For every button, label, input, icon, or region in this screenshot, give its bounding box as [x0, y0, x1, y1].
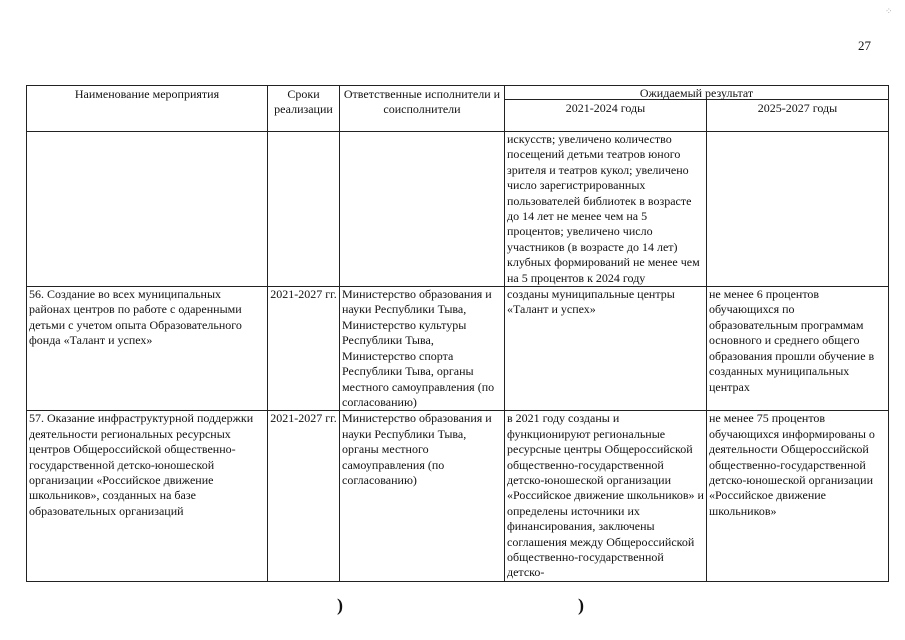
page-number: 27 — [858, 38, 871, 53]
row57-result-2021-2024: в 2021 году созданы и функционируют региональные ресурсные центры Общероссийской общественно-государственной детско-юношеской организации «Российское движение школьников» и определены источники их финансирования, заключены соглашения между Общероссийской общественно-государственной детско- — [505, 411, 707, 581]
row57-result-2025-2027: не менее 75 процентов обучающихся информированы о деятельности Общероссийской общественно-государственной детско-юношеской организации «Российское движение школьников» — [707, 411, 889, 581]
header-period-2025-2027: 2025-2027 годы — [707, 100, 889, 132]
row57-executors: Министерство образования и науки Республики Тыва, органы местного самоуправления (по согласованию) — [340, 411, 505, 581]
table-row-56 — [27, 287, 889, 411]
table-row-57 — [27, 411, 889, 581]
header-name: Наименование мероприятия — [27, 86, 268, 132]
header-period-2021-2024: 2021-2024 годы — [505, 100, 707, 132]
scan-artifact-left: ) — [337, 595, 343, 615]
row56-terms: 2021-2027 гг. — [268, 287, 340, 411]
header-executors: Ответственные исполнители и соисполнители — [340, 86, 505, 132]
row57-terms: 2021-2027 гг. — [268, 411, 340, 581]
row56-result-2021-2024: созданы муниципальные центры «Талант и успех» — [505, 287, 707, 411]
row57-name: 57. Оказание инфраструктурной поддержки деятельности региональных ресурсных центров Общероссийской общественно-государственной детско-юношеской организации «Российское движение школьников», созданных на базе образовательных организаций — [27, 411, 268, 581]
scan-artifact-right: ) — [578, 595, 584, 615]
row56-result-2025-2027: не менее 6 процентов обучающихся по образовательным программам основного и среднего общего образования прошли обучение в созданных муниципальных центрах — [707, 287, 889, 411]
header-terms: Сроки реализации — [268, 86, 340, 132]
row-cont-result-2021-2024: искусств; увеличено количество посещений детьми театров юного зрителя и театров кукол; увеличено число зарегистрированных пользователей библиотек в возрасте до 14 лет не менее чем на 5 процентов; увеличено число участников (в возрасте до 14 лет) клубных формирований не менее чем на 5 процентов к 2024 году — [505, 132, 707, 287]
events-table — [26, 85, 889, 582]
row-cont-executors — [340, 132, 505, 287]
row-cont-name — [27, 132, 268, 287]
scan-corner-mark: ⁘ — [885, 6, 893, 16]
header-expected-result: Ожидаемый результат — [505, 86, 889, 100]
row56-name: 56. Создание во всех муниципальных районах центров по работе с одаренными детьми с учетом опыта Образовательного фонда «Талант и успех» — [27, 287, 268, 411]
row56-executors: Министерство образования и науки Республики Тыва, Министерство культуры Республики Тыва, Министерство спорта Республики Тыва, органы местного самоуправления (по согласованию) — [340, 287, 505, 411]
row-cont-result-2025-2027 — [707, 132, 889, 287]
header-row-1 — [27, 86, 889, 100]
row-cont-terms — [268, 132, 340, 287]
table-row-continuation — [27, 132, 889, 287]
